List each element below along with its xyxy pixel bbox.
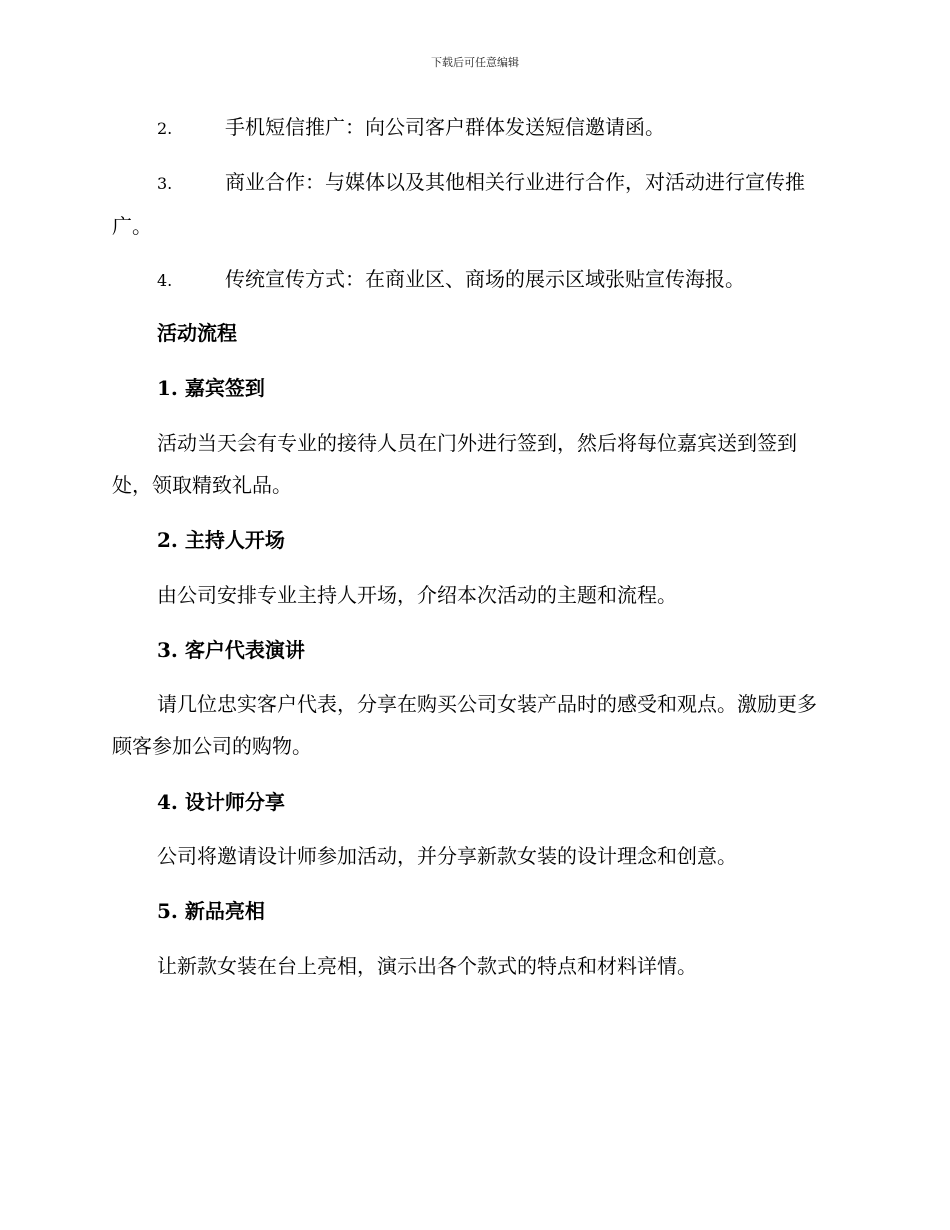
step-body: 活动当天会有专业的接待人员在门外进行签到，然后将每位嘉宾送到签到处，领取精致礼品。 — [112, 431, 797, 497]
step-title: 2. 主持人开场 — [157, 528, 285, 552]
step-title: 5. 新品亮相 — [157, 899, 265, 923]
promo-item-number: 3. — [157, 174, 173, 193]
promo-item-text: 手机短信推广：向公司客户群体发送短信邀请函。 — [225, 115, 665, 139]
promo-item — [112, 161, 832, 247]
promo-item-text: 商业合作：与媒体以及其他相关行业进行合作，对活动进行宣传推广。 — [112, 170, 805, 238]
step-title: 4. 设计师分享 — [157, 790, 285, 814]
step-title: 3. 客户代表演讲 — [157, 638, 305, 662]
step-title: 1. 嘉宾签到 — [157, 376, 265, 400]
step-body: 请几位忠实客户代表，分享在购买公司女装产品时的感受和观点。激励更多顾客参加公司的购物。 — [112, 692, 817, 758]
promo-item — [112, 106, 832, 150]
promo-item — [112, 258, 832, 302]
page-header: 下载后可任意编辑 — [431, 56, 519, 69]
step-body: 公司将邀请设计师参加活动，并分享新款女装的设计理念和创意。 — [157, 844, 737, 868]
promo-item-text: 传统宣传方式：在商业区、商场的展示区域张贴宣传海报。 — [225, 267, 745, 291]
promo-item-number: 4. — [157, 271, 173, 290]
section-title: 活动流程 — [157, 321, 237, 345]
promo-item-number: 2. — [157, 119, 173, 138]
step-body: 由公司安排专业主持人开场，介绍本次活动的主题和流程。 — [157, 583, 677, 607]
step-body: 让新款女装在台上亮相，演示出各个款式的特点和材料详情。 — [157, 954, 697, 978]
